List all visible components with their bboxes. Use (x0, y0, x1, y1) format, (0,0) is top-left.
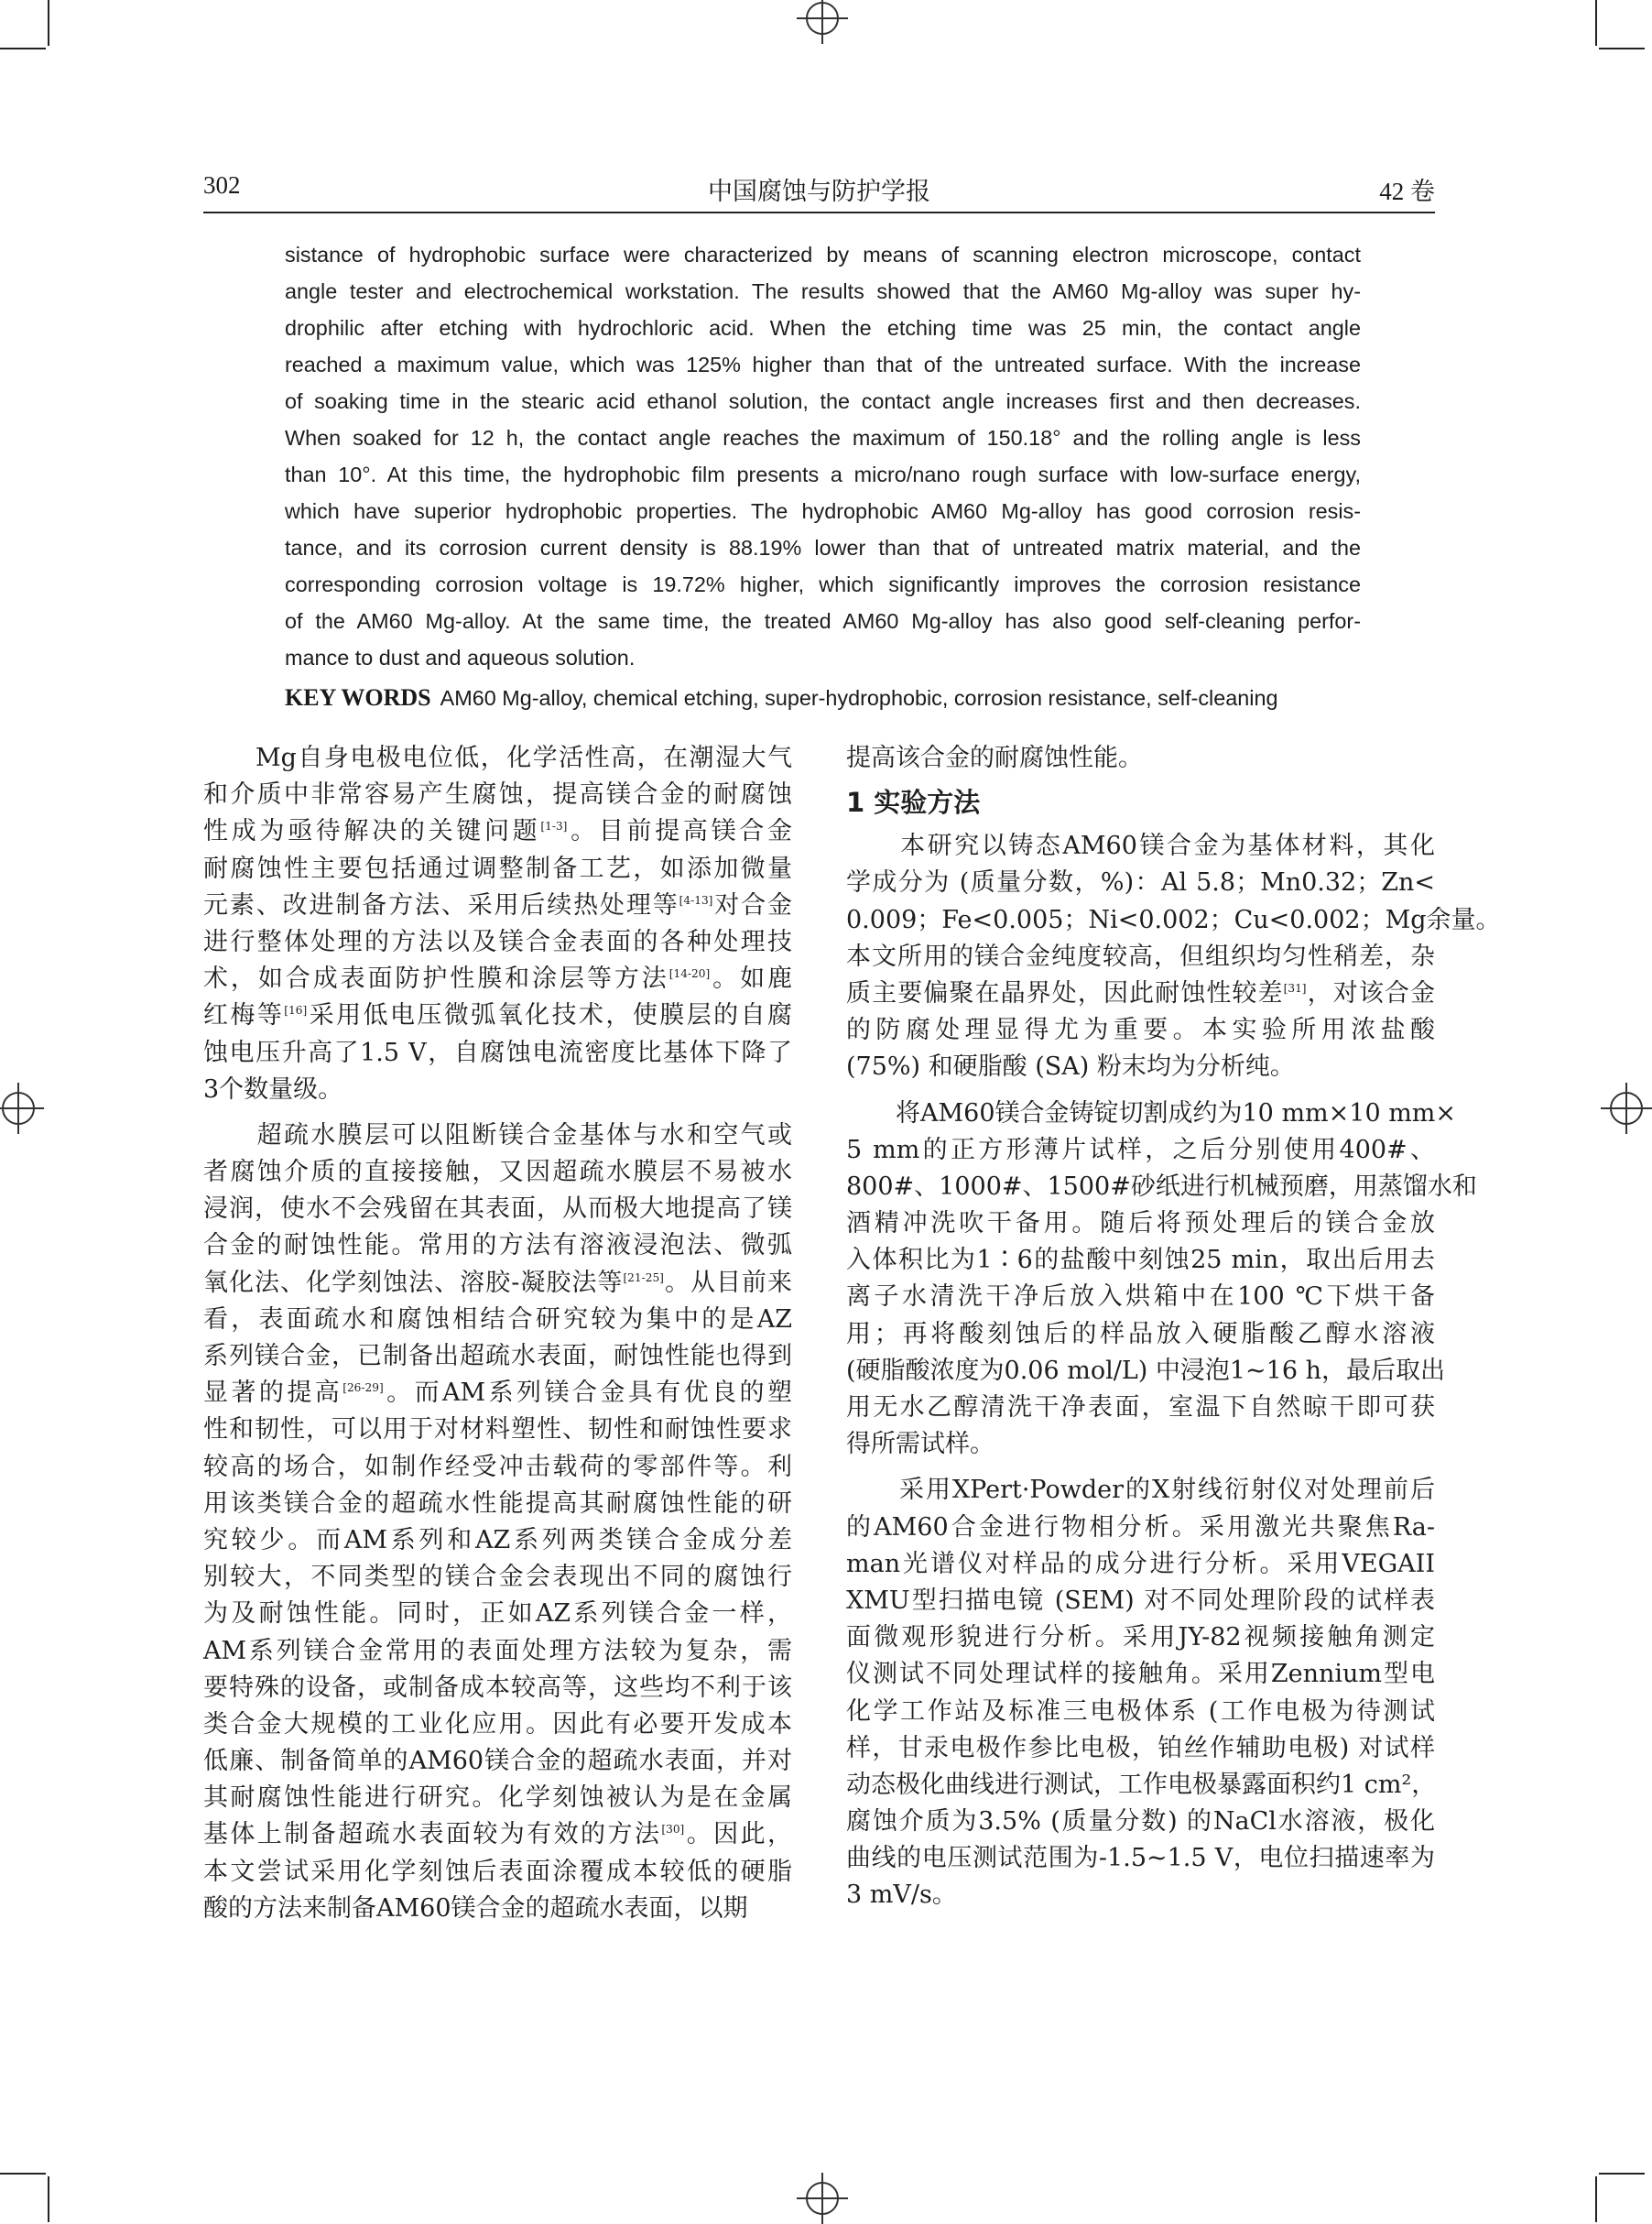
registration-mark-left (0, 1083, 44, 1134)
text-line: 样，甘汞电极作参比电极，铂丝作辅助电极) 对试样 (846, 1733, 1435, 1762)
keywords-label: KEY WORDS (285, 684, 431, 711)
text-line: 低廉、制备简单的AM60镁合金的超疏水表面，并对 (203, 1747, 792, 1776)
text-line: 显著的提高[26-29]。而AM系列镁合金具有优良的塑 (203, 1379, 792, 1408)
registration-mark-bottom (797, 2173, 848, 2224)
text-line: 的防腐处理显得尤为重要。本实验所用浓盐酸 (846, 1016, 1435, 1045)
text-line: 酒精冲洗吹干备用。随后将预处理后的镁合金放 (846, 1209, 1435, 1238)
text-line: 究较少。而AM系列和AZ系列两类镁合金成分差 (203, 1525, 792, 1554)
text-line: 浸润，使水不会残留在其表面，从而极大地提高了镁 (203, 1194, 792, 1224)
citation: [31] (1283, 981, 1307, 995)
citation: [14-20] (668, 967, 711, 981)
abstract-line: corresponding corrosion voltage is 19.72% higher, which significantly improves the corrosion resistance (285, 572, 1361, 596)
keywords-text: AM60 Mg-alloy, chemical etching, super-hydrophobic, corrosion resistance, self-cleaning (440, 686, 1278, 710)
text-line: 用；再将酸刻蚀后的样品放入硬脂酸乙醇水溶液 (846, 1319, 1435, 1348)
text-line: 元素、改进制备方法、采用后续热处理等[4-13]对合金 (203, 890, 793, 920)
crop-mark (1595, 0, 1597, 46)
text-line: 将AM60镁合金铸锭切割成约为10 mm×10 mm× (846, 1098, 1457, 1128)
text-line: 用该类镁合金的超疏水性能提高其耐腐蚀性能的研 (203, 1488, 792, 1518)
crop-mark (48, 2176, 49, 2222)
crop-mark (1599, 2173, 1645, 2175)
text-line: 腐蚀介质为3.5% (质量分数) 的NaCl水溶液，极化 (846, 1807, 1435, 1837)
header-rule (203, 212, 1435, 213)
text-line: 进行整体处理的方法以及镁合金表面的各种处理技 (203, 927, 792, 956)
registration-mark-top (797, 0, 848, 44)
text-line: 红梅等[16]采用低电压微弧氧化技术，使膜层的自腐 (203, 1001, 792, 1030)
crop-mark (48, 0, 49, 46)
citation: [30] (661, 1823, 685, 1837)
text-line: AM系列镁合金常用的表面处理方法较为复杂，需 (203, 1636, 792, 1665)
abstract-line: of the AM60 Mg-alloy. At the same time, the treated AM60 Mg-alloy has also good self-cleaning perfor- (285, 609, 1361, 633)
text-line: 合金的耐蚀性能。常用的方法有溶液浸泡法、微弧 (203, 1231, 792, 1260)
text-line: 本文所用的镁合金纯度较高，但组织均匀性稍差，杂 (846, 942, 1435, 971)
text-line: 800#、1000#、1500#砂纸进行机械预磨，用蒸馏水和 (846, 1172, 1477, 1201)
text-line: 其耐腐蚀性能进行研究。化学刻蚀被认为是在金属 (203, 1783, 792, 1813)
text-line: (75%) 和硬脂酸 (SA) 粉末均为分析纯。 (846, 1052, 1295, 1082)
text-line: XMU型扫描电镜 (SEM) 对不同处理阶段的试样表 (846, 1586, 1435, 1615)
text-line: 性成为亟待解决的关键问题[1-3]。目前提高镁合金 (203, 817, 793, 846)
abstract-line: angle tester and electrochemical workstation. The results showed that the AM60 Mg-alloy was super hy- (285, 279, 1361, 303)
text-line: 酸的方法来制备AM60镁合金的超疏水表面，以期 (203, 1893, 748, 1923)
text-line: 性和韧性，可以用于对材料塑性、韧性和耐蚀性要求 (203, 1415, 792, 1445)
citation: [21-25] (623, 1270, 664, 1284)
citation: [26-29] (342, 1381, 384, 1395)
text-line: 仪测试不同处理试样的接触角。采用Zennium型电 (846, 1660, 1435, 1689)
text-line: 得所需试样。 (846, 1430, 994, 1459)
text-line: 和介质中非常容易产生腐蚀，提高镁合金的耐腐蚀 (203, 780, 792, 810)
text-line: man光谱仪对样品的成分进行分析。采用VEGAII (846, 1549, 1435, 1578)
paragraph-gap (846, 1086, 1435, 1096)
text-line: 为及耐蚀性能。同时，正如AZ系列镁合金一样， (203, 1599, 792, 1629)
text-line: 的AM60合金进行物相分析。采用激光共聚焦Ra- (846, 1512, 1435, 1542)
text-line: 者腐蚀介质的直接接触，又因超疏水膜层不易被水 (203, 1158, 792, 1187)
text-line: 曲线的电压测试范围为-1.5~1.5 V，电位扫描速率为 (846, 1844, 1435, 1873)
citation: [16] (284, 1004, 308, 1018)
text-line: Mg自身电极电位低，化学活性高，在潮湿大气 (203, 744, 792, 772)
abstract-text (285, 236, 1361, 676)
text-line: (硬脂酸浓度为0.06 mol/L) 中浸泡1~16 h，最后取出 (846, 1356, 1445, 1385)
crop-mark (0, 48, 46, 49)
abstract-line: When soaked for 12 h, the contact angle reaches the maximum of 150.18° and the rolling angle is less (285, 426, 1361, 450)
citation: [4-13] (679, 893, 713, 907)
text-line: 采用XPert·Powder的X射线衍射仪对处理前后 (846, 1476, 1435, 1505)
text-line: 本文尝试采用化学刻蚀后表面涂覆成本较低的硬脂 (203, 1857, 792, 1886)
text-line: 质主要偏聚在晶界处，因此耐蚀性较差[31]，对该合金 (846, 978, 1436, 1008)
abstract-line: of soaking time in the stearic acid ethanol solution, the contact angle increases first and then decreases. (285, 389, 1361, 413)
text-line: 提高该合金的耐腐蚀性能。 (846, 744, 1143, 772)
running-header (203, 168, 1435, 204)
abstract-line: drophilic after etching with hydrochloric acid. When the etching time was 25 min, the contact angle (285, 316, 1361, 340)
text-line: 超疏水膜层可以阻断镁合金基体与水和空气或 (203, 1120, 792, 1150)
text-line: 术，如合成表面防护性膜和涂层等方法[14-20]。如鹿 (203, 965, 793, 994)
text-line: 3 mV/s。 (846, 1881, 957, 1910)
text-line: 本研究以铸态AM60镁合金为基体材料，其化 (846, 832, 1435, 861)
registration-mark-right (1601, 1083, 1652, 1134)
text-line: 类合金大规模的工业化应用。因此有必要开发成本 (203, 1709, 792, 1739)
text-line: 较高的场合，如制作经受冲击载荷的零部件等。利 (203, 1452, 792, 1481)
text-line: 动态极化曲线进行测试，工作电极暴露面积约1 cm²， (846, 1770, 1437, 1799)
text-line: 面微观形貌进行分析。采用JY-82视频接触角测定 (846, 1623, 1435, 1652)
text-line: 基体上制备超疏水表面较为有效的方法[30]。因此， (203, 1820, 793, 1849)
text-line: 氧化法、化学刻蚀法、溶胶-凝胶法等[21-25]。从目前来 (203, 1268, 793, 1297)
crop-mark (1599, 48, 1645, 49)
journal-title: 中国腐蚀与防护学报 (708, 178, 930, 205)
text-line: 耐腐蚀性主要包括通过调整制备工艺，如添加微量 (203, 854, 792, 883)
abstract-line: sistance of hydrophobic surface were characterized by means of scanning electron microscope, contact (285, 243, 1361, 267)
text-line: 0.009；Fe<0.005；Ni<0.002；Cu<0.002；Mg余量。 (846, 905, 1501, 934)
abstract-line: than 10°. At this time, the hydrophobic film presents a micro/nano rough surface with low-surface energy, (285, 463, 1361, 486)
abstract-line: reached a maximum value, which was 125% higher than that of the untreated surface. With the increase (285, 353, 1361, 376)
volume-label: 42 卷 (1379, 178, 1435, 205)
text-line: 别较大，不同类型的镁合金会表现出不同的腐蚀行 (203, 1563, 792, 1592)
paragraph-gap (846, 1463, 1435, 1472)
body-column-left (203, 740, 792, 1927)
body-column-right (846, 740, 1501, 1914)
text-line: 入体积比为1∶6的盐酸中刻蚀25 min，取出后用去 (846, 1246, 1435, 1275)
crop-mark (0, 2173, 46, 2175)
text-line: 系列镁合金，已制备出超疏水表面，耐蚀性能也得到 (203, 1342, 792, 1370)
text-line: 看，表面疏水和腐蚀相结合研究较为集中的是AZ (203, 1304, 792, 1334)
crop-mark (1595, 2176, 1597, 2222)
text-line: 离子水清洗干净后放入烘箱中在100 ℃下烘干备 (846, 1282, 1435, 1312)
text-line: 化学工作站及标准三电极体系 (工作电极为待测试 (846, 1696, 1435, 1726)
text-line: 要特殊的设备，或制备成本较高等，这些均不利于该 (203, 1673, 792, 1702)
text-line: 3个数量级。 (203, 1074, 343, 1104)
keywords (285, 680, 1361, 716)
abstract-line: tance, and its corrosion current density is 88.19% lower than that of untreated matrix material, and the (285, 536, 1361, 560)
section-heading: 1 实验方法 (846, 787, 981, 819)
abstract-line: which have superior hydrophobic properties. The hydrophobic AM60 Mg-alloy has good corrosion resis- (285, 499, 1361, 523)
text-line: 蚀电压升高了1.5 V，自腐蚀电流密度比基体下降了 (203, 1038, 792, 1067)
text-line: 学成分为 (质量分数，%)：Al 5.8；Mn0.32；Zn< (846, 868, 1435, 898)
paragraph-gap (203, 1108, 792, 1117)
page-number: 302 (203, 171, 241, 199)
abstract-line: mance to dust and aqueous solution. (285, 646, 636, 670)
text-line: 用无水乙醇清洗干净表面，室温下自然晾干即可获 (846, 1393, 1435, 1422)
text-line: 5 mm的正方形薄片试样，之后分别使用400#、 (846, 1135, 1435, 1164)
citation: [1-3] (540, 820, 568, 834)
